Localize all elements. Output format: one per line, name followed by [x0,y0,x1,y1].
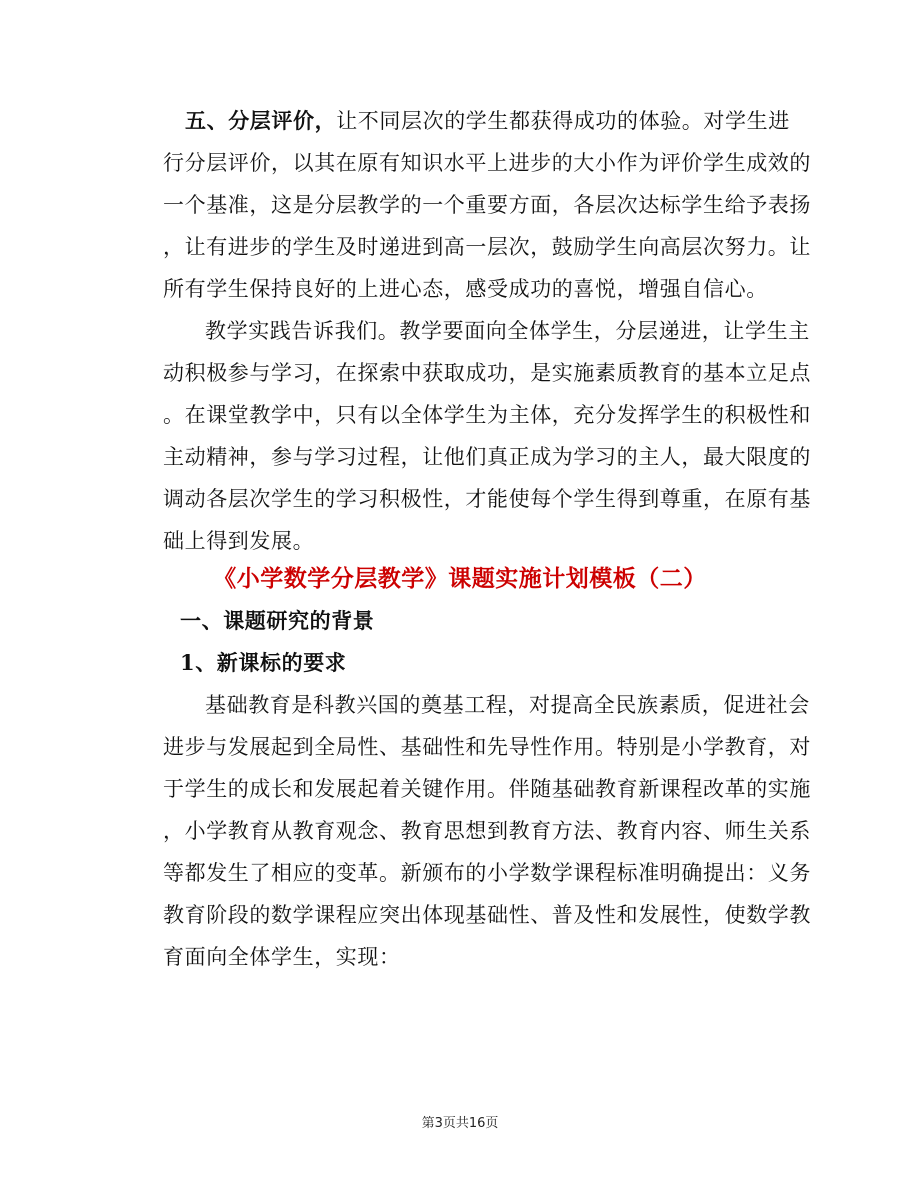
body-line-7: 育面向全体学生，实现： [163,945,401,969]
body-line-5: 等都发生了相应的变革。新颁布的小学数学课程标准明确提出：义务 [163,861,811,885]
body-line-4: ，小学教育从教育观念、教育思想到教育方法、教育内容、师生关系 [163,819,811,843]
section5-line-1 [185,100,790,142]
summary-line-5: 调动各层次学生的学习积极性，才能使每个学生得到尊重，在原有基 [163,487,811,511]
summary-line-4: 主动精神，参与学习过程，让他们真正成为学习的主人，最大限度的 [163,445,811,469]
summary-line-3: 。在课堂教学中，只有以全体学生为主体，充分发挥学生的积极性和 [163,403,811,427]
section5-text: 让不同层次的学生都获得成功的体验。对学生进 [336,109,790,133]
body-line-3: 于学生的成长和发展起着关键作用。伴随基础教育新课程改革的实施 [163,777,811,801]
summary-line-1: 教学实践告诉我们。教学要面向全体学生，分层递进，让学生主 [205,319,810,343]
body-line-2: 进步与发展起到全局性、基础性和先导性作用。特别是小学教育，对 [163,735,811,759]
page-number-footer: 第3页共16页 [421,1116,499,1131]
section5-line-5: 所有学生保持良好的上进心态，感受成功的喜悦，增强自信心。 [163,277,768,301]
summary-line-6: 础上得到发展。 [163,529,315,553]
section5-line-4: ，让有进步的学生及时递进到高一层次，鼓励学生向高层次努力。让 [163,235,811,259]
document-title: 《小学数学分层教学》课题实施计划模板（二） [213,565,707,592]
section5-line-3: 一个基准，这是分层教学的一个重要方面，各层次达标学生给予表扬 [163,193,811,217]
summary-line-2: 动积极参与学习，在探索中获取成功，是实施素质教育的基本立足点 [163,361,811,385]
section5-lead: 五、分层评价， [185,108,337,133]
body-line-1: 基础教育是科教兴国的奠基工程，对提高全民族素质，促进社会 [205,693,810,717]
heading-new-standard: 1、新课标的要求 [180,650,347,675]
heading-background: 一、课题研究的背景 [180,608,375,633]
section5-line-2: 行分层评价，以其在原有知识水平上进步的大小作为评价学生成效的 [163,151,811,175]
body-line-6: 教育阶段的数学课程应突出体现基础性、普及性和发展性，使数学教 [163,903,811,927]
